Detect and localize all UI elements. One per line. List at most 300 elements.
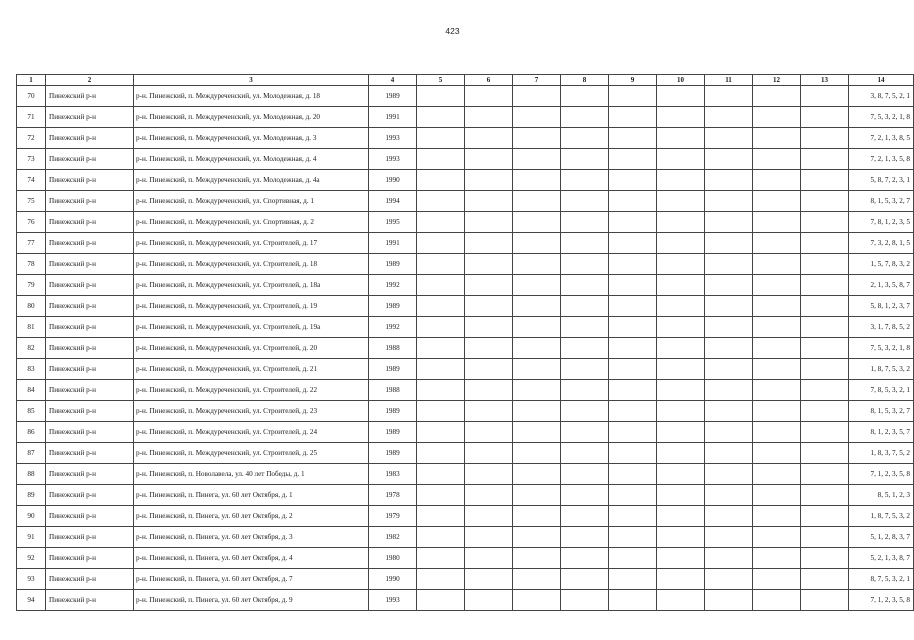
row-number-cell: 70 bbox=[17, 86, 46, 107]
row-number-cell: 83 bbox=[17, 359, 46, 380]
empty-cell bbox=[465, 128, 513, 149]
empty-cell bbox=[705, 296, 753, 317]
row-number-cell: 87 bbox=[17, 443, 46, 464]
row-number-cell: 94 bbox=[17, 590, 46, 611]
address-cell: р-н. Пинежский, п. Междуреченский, ул. Строителей, д. 18а bbox=[134, 275, 369, 296]
row-number-cell: 93 bbox=[17, 569, 46, 590]
address-cell: р-н. Пинежский, п. Междуреченский, ул. Строителей, д. 19 bbox=[134, 296, 369, 317]
empty-cell bbox=[465, 86, 513, 107]
empty-cell bbox=[465, 191, 513, 212]
empty-cell bbox=[753, 191, 801, 212]
empty-cell bbox=[657, 548, 705, 569]
empty-cell bbox=[609, 128, 657, 149]
sequence-cell: 1, 8, 3, 7, 5, 2 bbox=[849, 443, 914, 464]
empty-cell bbox=[801, 128, 849, 149]
sequence-cell: 7, 2, 1, 3, 8, 5 bbox=[849, 128, 914, 149]
empty-cell bbox=[753, 590, 801, 611]
empty-cell bbox=[561, 233, 609, 254]
empty-cell bbox=[417, 212, 465, 233]
empty-cell bbox=[801, 296, 849, 317]
empty-cell bbox=[417, 380, 465, 401]
empty-cell bbox=[657, 275, 705, 296]
empty-cell bbox=[417, 506, 465, 527]
empty-cell bbox=[657, 128, 705, 149]
district-cell: Пинежский р-н bbox=[46, 380, 134, 401]
empty-cell bbox=[561, 338, 609, 359]
empty-cell bbox=[801, 275, 849, 296]
empty-cell bbox=[513, 380, 561, 401]
empty-cell bbox=[609, 380, 657, 401]
table-row bbox=[17, 590, 914, 611]
housing-table bbox=[16, 74, 914, 611]
empty-cell bbox=[465, 107, 513, 128]
empty-cell bbox=[609, 107, 657, 128]
empty-cell bbox=[705, 128, 753, 149]
empty-cell bbox=[705, 590, 753, 611]
empty-cell bbox=[801, 107, 849, 128]
empty-cell bbox=[801, 569, 849, 590]
row-number-cell: 88 bbox=[17, 464, 46, 485]
year-cell: 1994 bbox=[369, 191, 417, 212]
empty-cell bbox=[801, 233, 849, 254]
row-number-cell: 74 bbox=[17, 170, 46, 191]
empty-cell bbox=[609, 212, 657, 233]
sequence-cell: 8, 5, 1, 2, 3 bbox=[849, 485, 914, 506]
empty-cell bbox=[609, 485, 657, 506]
column-header: 10 bbox=[657, 75, 705, 86]
empty-cell bbox=[705, 275, 753, 296]
empty-cell bbox=[753, 296, 801, 317]
row-number-cell: 73 bbox=[17, 149, 46, 170]
empty-cell bbox=[609, 527, 657, 548]
empty-cell bbox=[561, 443, 609, 464]
empty-cell bbox=[513, 170, 561, 191]
empty-cell bbox=[753, 506, 801, 527]
address-cell: р-н. Пинежский, п. Междуреченский, ул. Строителей, д. 19а bbox=[134, 317, 369, 338]
table-row bbox=[17, 506, 914, 527]
empty-cell bbox=[657, 359, 705, 380]
empty-cell bbox=[801, 86, 849, 107]
empty-cell bbox=[657, 380, 705, 401]
sequence-cell: 5, 8, 1, 2, 3, 7 bbox=[849, 296, 914, 317]
page-number: 423 bbox=[445, 26, 460, 36]
sequence-cell: 1, 8, 7, 5, 3, 2 bbox=[849, 359, 914, 380]
sequence-cell: 7, 1, 2, 3, 5, 8 bbox=[849, 590, 914, 611]
empty-cell bbox=[513, 359, 561, 380]
empty-cell bbox=[561, 149, 609, 170]
row-number-cell: 77 bbox=[17, 233, 46, 254]
sequence-cell: 7, 1, 2, 3, 5, 8 bbox=[849, 464, 914, 485]
empty-cell bbox=[705, 485, 753, 506]
year-cell: 1990 bbox=[369, 170, 417, 191]
empty-cell bbox=[657, 443, 705, 464]
empty-cell bbox=[801, 401, 849, 422]
empty-cell bbox=[561, 590, 609, 611]
row-number-cell: 78 bbox=[17, 254, 46, 275]
empty-cell bbox=[705, 107, 753, 128]
sequence-cell: 3, 8, 7, 5, 2, 1 bbox=[849, 86, 914, 107]
empty-cell bbox=[465, 422, 513, 443]
sequence-cell: 7, 8, 1, 2, 3, 5 bbox=[849, 212, 914, 233]
empty-cell bbox=[657, 149, 705, 170]
table-row bbox=[17, 149, 914, 170]
empty-cell bbox=[609, 548, 657, 569]
address-cell: р-н. Пинежский, п. Междуреченский, ул. Строителей, д. 22 bbox=[134, 380, 369, 401]
empty-cell bbox=[705, 86, 753, 107]
empty-cell bbox=[657, 338, 705, 359]
address-cell: р-н. Пинежский, п. Междуреченский, ул. Строителей, д. 25 bbox=[134, 443, 369, 464]
empty-cell bbox=[801, 548, 849, 569]
sequence-cell: 1, 8, 7, 5, 3, 2 bbox=[849, 506, 914, 527]
empty-cell bbox=[705, 317, 753, 338]
empty-cell bbox=[513, 401, 561, 422]
empty-cell bbox=[513, 338, 561, 359]
district-cell: Пинежский р-н bbox=[46, 296, 134, 317]
empty-cell bbox=[609, 506, 657, 527]
sequence-cell: 5, 8, 7, 2, 3, 1 bbox=[849, 170, 914, 191]
year-cell: 1992 bbox=[369, 317, 417, 338]
empty-cell bbox=[657, 569, 705, 590]
empty-cell bbox=[513, 86, 561, 107]
empty-cell bbox=[465, 569, 513, 590]
district-cell: Пинежский р-н bbox=[46, 107, 134, 128]
empty-cell bbox=[513, 149, 561, 170]
empty-cell bbox=[465, 485, 513, 506]
empty-cell bbox=[417, 485, 465, 506]
year-cell: 1988 bbox=[369, 338, 417, 359]
district-cell: Пинежский р-н bbox=[46, 506, 134, 527]
district-cell: Пинежский р-н bbox=[46, 86, 134, 107]
empty-cell bbox=[753, 149, 801, 170]
empty-cell bbox=[465, 590, 513, 611]
address-cell: р-н. Пинежский, п. Междуреченский, ул. Строителей, д. 23 bbox=[134, 401, 369, 422]
empty-cell bbox=[465, 527, 513, 548]
empty-cell bbox=[801, 149, 849, 170]
table-row bbox=[17, 548, 914, 569]
empty-cell bbox=[657, 590, 705, 611]
district-cell: Пинежский р-н bbox=[46, 233, 134, 254]
table-body bbox=[17, 86, 914, 611]
empty-cell bbox=[561, 107, 609, 128]
empty-cell bbox=[513, 128, 561, 149]
empty-cell bbox=[609, 338, 657, 359]
empty-cell bbox=[417, 233, 465, 254]
empty-cell bbox=[513, 296, 561, 317]
district-cell: Пинежский р-н bbox=[46, 464, 134, 485]
year-cell: 1995 bbox=[369, 212, 417, 233]
empty-cell bbox=[753, 359, 801, 380]
empty-cell bbox=[417, 569, 465, 590]
address-cell: р-н. Пинежский, п. Пинега, ул. 60 лет Октября, д. 2 bbox=[134, 506, 369, 527]
empty-cell bbox=[801, 317, 849, 338]
row-number-cell: 80 bbox=[17, 296, 46, 317]
empty-cell bbox=[417, 128, 465, 149]
empty-cell bbox=[513, 233, 561, 254]
empty-cell bbox=[513, 191, 561, 212]
empty-cell bbox=[417, 275, 465, 296]
empty-cell bbox=[417, 86, 465, 107]
empty-cell bbox=[705, 191, 753, 212]
year-cell: 1980 bbox=[369, 548, 417, 569]
address-cell: р-н. Пинежский, п. Междуреченский, ул. Молодежная, д. 3 bbox=[134, 128, 369, 149]
empty-cell bbox=[801, 254, 849, 275]
empty-cell bbox=[609, 254, 657, 275]
empty-cell bbox=[417, 254, 465, 275]
sequence-cell: 8, 1, 5, 3, 2, 7 bbox=[849, 401, 914, 422]
empty-cell bbox=[465, 317, 513, 338]
empty-cell bbox=[417, 464, 465, 485]
district-cell: Пинежский р-н bbox=[46, 485, 134, 506]
table-row bbox=[17, 317, 914, 338]
row-number-cell: 84 bbox=[17, 380, 46, 401]
empty-cell bbox=[801, 590, 849, 611]
empty-cell bbox=[561, 548, 609, 569]
empty-cell bbox=[513, 254, 561, 275]
column-header: 3 bbox=[134, 75, 369, 86]
table-row bbox=[17, 443, 914, 464]
row-number-cell: 76 bbox=[17, 212, 46, 233]
empty-cell bbox=[513, 443, 561, 464]
empty-cell bbox=[753, 254, 801, 275]
address-cell: р-н. Пинежский, п. Междуреченский, ул. Молодежная, д. 18 bbox=[134, 86, 369, 107]
empty-cell bbox=[465, 338, 513, 359]
column-header: 11 bbox=[705, 75, 753, 86]
address-cell: р-н. Пинежский, п. Новолавела, ул. 40 лет Победы, д. 1 bbox=[134, 464, 369, 485]
empty-cell bbox=[705, 527, 753, 548]
empty-cell bbox=[801, 464, 849, 485]
table-row bbox=[17, 569, 914, 590]
empty-cell bbox=[561, 506, 609, 527]
empty-cell bbox=[753, 443, 801, 464]
empty-cell bbox=[657, 107, 705, 128]
empty-cell bbox=[513, 590, 561, 611]
column-header: 7 bbox=[513, 75, 561, 86]
district-cell: Пинежский р-н bbox=[46, 443, 134, 464]
empty-cell bbox=[705, 149, 753, 170]
empty-cell bbox=[705, 464, 753, 485]
empty-cell bbox=[609, 317, 657, 338]
empty-cell bbox=[561, 275, 609, 296]
empty-cell bbox=[561, 317, 609, 338]
empty-cell bbox=[609, 401, 657, 422]
column-header: 6 bbox=[465, 75, 513, 86]
sequence-cell: 1, 5, 7, 8, 3, 2 bbox=[849, 254, 914, 275]
column-header: 14 bbox=[849, 75, 914, 86]
empty-cell bbox=[465, 506, 513, 527]
empty-cell bbox=[657, 212, 705, 233]
district-cell: Пинежский р-н bbox=[46, 359, 134, 380]
column-header: 8 bbox=[561, 75, 609, 86]
empty-cell bbox=[657, 170, 705, 191]
table-row bbox=[17, 380, 914, 401]
year-cell: 1991 bbox=[369, 233, 417, 254]
empty-cell bbox=[465, 254, 513, 275]
empty-cell bbox=[705, 233, 753, 254]
sequence-cell: 7, 5, 3, 2, 1, 8 bbox=[849, 338, 914, 359]
empty-cell bbox=[465, 296, 513, 317]
address-cell: р-н. Пинежский, п. Междуреченский, ул. Строителей, д. 17 bbox=[134, 233, 369, 254]
column-header: 13 bbox=[801, 75, 849, 86]
address-cell: р-н. Пинежский, п. Междуреченский, ул. Спортивная, д. 1 bbox=[134, 191, 369, 212]
district-cell: Пинежский р-н bbox=[46, 401, 134, 422]
empty-cell bbox=[657, 422, 705, 443]
empty-cell bbox=[609, 590, 657, 611]
sequence-cell: 5, 1, 2, 8, 3, 7 bbox=[849, 527, 914, 548]
column-header: 2 bbox=[46, 75, 134, 86]
year-cell: 1990 bbox=[369, 569, 417, 590]
district-cell: Пинежский р-н bbox=[46, 569, 134, 590]
empty-cell bbox=[417, 170, 465, 191]
empty-cell bbox=[465, 212, 513, 233]
empty-cell bbox=[801, 380, 849, 401]
empty-cell bbox=[465, 464, 513, 485]
empty-cell bbox=[705, 359, 753, 380]
empty-cell bbox=[801, 338, 849, 359]
district-cell: Пинежский р-н bbox=[46, 338, 134, 359]
empty-cell bbox=[705, 170, 753, 191]
empty-cell bbox=[465, 233, 513, 254]
address-cell: р-н. Пинежский, п. Междуреченский, ул. Молодежная, д. 4а bbox=[134, 170, 369, 191]
empty-cell bbox=[417, 422, 465, 443]
row-number-cell: 92 bbox=[17, 548, 46, 569]
address-cell: р-н. Пинежский, п. Пинега, ул. 60 лет Октября, д. 7 bbox=[134, 569, 369, 590]
address-cell: р-н. Пинежский, п. Междуреченский, ул. Молодежная, д. 20 bbox=[134, 107, 369, 128]
empty-cell bbox=[657, 191, 705, 212]
empty-cell bbox=[561, 401, 609, 422]
table-row bbox=[17, 107, 914, 128]
empty-cell bbox=[801, 422, 849, 443]
empty-cell bbox=[417, 443, 465, 464]
table-row bbox=[17, 296, 914, 317]
table-row bbox=[17, 233, 914, 254]
empty-cell bbox=[561, 422, 609, 443]
empty-cell bbox=[561, 86, 609, 107]
empty-cell bbox=[801, 170, 849, 191]
empty-cell bbox=[417, 548, 465, 569]
empty-cell bbox=[609, 170, 657, 191]
table-row bbox=[17, 170, 914, 191]
empty-cell bbox=[609, 191, 657, 212]
address-cell: р-н. Пинежский, п. Пинега, ул. 60 лет Октября, д. 4 bbox=[134, 548, 369, 569]
row-number-cell: 91 bbox=[17, 527, 46, 548]
empty-cell bbox=[465, 170, 513, 191]
empty-cell bbox=[513, 506, 561, 527]
empty-cell bbox=[417, 359, 465, 380]
empty-cell bbox=[753, 128, 801, 149]
empty-cell bbox=[801, 212, 849, 233]
empty-cell bbox=[753, 464, 801, 485]
year-cell: 1992 bbox=[369, 275, 417, 296]
empty-cell bbox=[609, 443, 657, 464]
empty-cell bbox=[705, 380, 753, 401]
row-number-cell: 90 bbox=[17, 506, 46, 527]
year-cell: 1988 bbox=[369, 380, 417, 401]
row-number-cell: 71 bbox=[17, 107, 46, 128]
empty-cell bbox=[705, 443, 753, 464]
empty-cell bbox=[657, 296, 705, 317]
empty-cell bbox=[561, 380, 609, 401]
empty-cell bbox=[561, 359, 609, 380]
column-header: 12 bbox=[753, 75, 801, 86]
year-cell: 1989 bbox=[369, 359, 417, 380]
empty-cell bbox=[561, 170, 609, 191]
address-cell: р-н. Пинежский, п. Междуреченский, ул. Строителей, д. 21 bbox=[134, 359, 369, 380]
district-cell: Пинежский р-н bbox=[46, 170, 134, 191]
sequence-cell: 8, 7, 5, 3, 2, 1 bbox=[849, 569, 914, 590]
address-cell: р-н. Пинежский, п. Пинега, ул. 60 лет Октября, д. 1 bbox=[134, 485, 369, 506]
empty-cell bbox=[513, 107, 561, 128]
district-cell: Пинежский р-н bbox=[46, 275, 134, 296]
district-cell: Пинежский р-н bbox=[46, 527, 134, 548]
address-cell: р-н. Пинежский, п. Пинега, ул. 60 лет Октября, д. 9 bbox=[134, 590, 369, 611]
address-cell: р-н. Пинежский, п. Междуреченский, ул. Строителей, д. 20 bbox=[134, 338, 369, 359]
empty-cell bbox=[561, 296, 609, 317]
empty-cell bbox=[657, 254, 705, 275]
empty-cell bbox=[561, 128, 609, 149]
empty-cell bbox=[753, 527, 801, 548]
empty-cell bbox=[513, 212, 561, 233]
empty-cell bbox=[753, 338, 801, 359]
empty-cell bbox=[561, 464, 609, 485]
year-cell: 1993 bbox=[369, 128, 417, 149]
empty-cell bbox=[753, 380, 801, 401]
empty-cell bbox=[561, 527, 609, 548]
address-cell: р-н. Пинежский, п. Междуреченский, ул. Строителей, д. 18 bbox=[134, 254, 369, 275]
empty-cell bbox=[417, 317, 465, 338]
empty-cell bbox=[753, 422, 801, 443]
empty-cell bbox=[705, 254, 753, 275]
empty-cell bbox=[561, 569, 609, 590]
empty-cell bbox=[465, 149, 513, 170]
empty-cell bbox=[417, 527, 465, 548]
table-row bbox=[17, 422, 914, 443]
sequence-cell: 7, 2, 1, 3, 5, 8 bbox=[849, 149, 914, 170]
table-row bbox=[17, 191, 914, 212]
row-number-cell: 82 bbox=[17, 338, 46, 359]
empty-cell bbox=[417, 107, 465, 128]
table-row bbox=[17, 527, 914, 548]
empty-cell bbox=[513, 275, 561, 296]
empty-cell bbox=[417, 590, 465, 611]
empty-cell bbox=[513, 464, 561, 485]
row-number-cell: 79 bbox=[17, 275, 46, 296]
table-row bbox=[17, 401, 914, 422]
empty-cell bbox=[801, 485, 849, 506]
empty-cell bbox=[561, 254, 609, 275]
empty-cell bbox=[801, 527, 849, 548]
empty-cell bbox=[753, 569, 801, 590]
row-number-cell: 81 bbox=[17, 317, 46, 338]
column-header: 5 bbox=[417, 75, 465, 86]
empty-cell bbox=[609, 569, 657, 590]
empty-cell bbox=[801, 359, 849, 380]
empty-cell bbox=[753, 548, 801, 569]
sequence-cell: 7, 5, 3, 2, 1, 8 bbox=[849, 107, 914, 128]
column-header: 1 bbox=[17, 75, 46, 86]
year-cell: 1989 bbox=[369, 254, 417, 275]
empty-cell bbox=[609, 296, 657, 317]
district-cell: Пинежский р-н bbox=[46, 212, 134, 233]
empty-cell bbox=[561, 191, 609, 212]
district-cell: Пинежский р-н bbox=[46, 149, 134, 170]
empty-cell bbox=[609, 86, 657, 107]
empty-cell bbox=[705, 506, 753, 527]
empty-cell bbox=[513, 548, 561, 569]
sequence-cell: 8, 1, 2, 3, 5, 7 bbox=[849, 422, 914, 443]
row-number-cell: 85 bbox=[17, 401, 46, 422]
empty-cell bbox=[465, 401, 513, 422]
empty-cell bbox=[513, 527, 561, 548]
